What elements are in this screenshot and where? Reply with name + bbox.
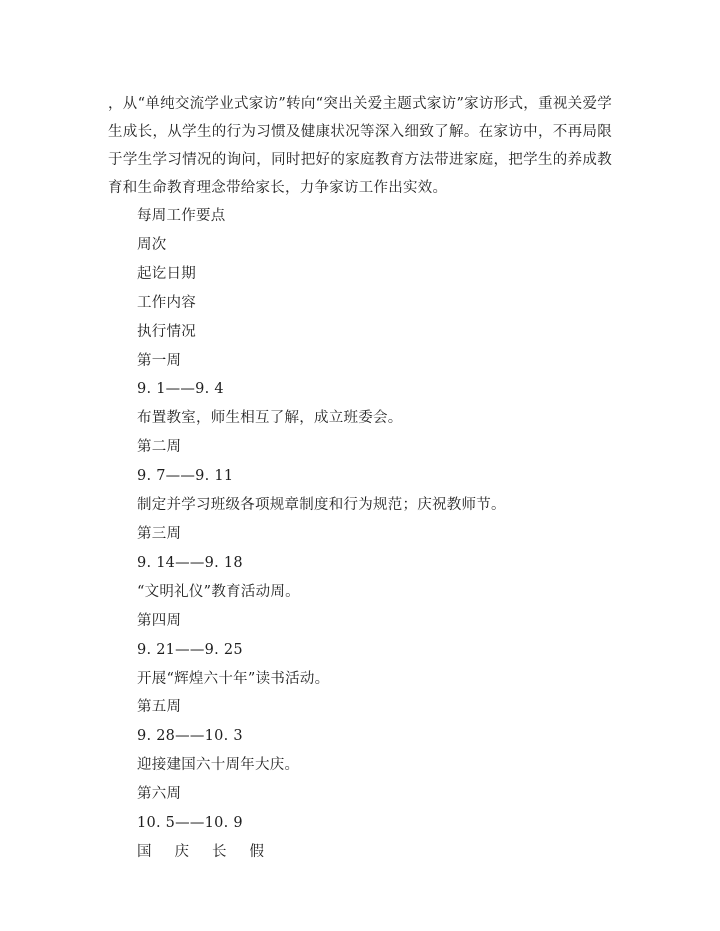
- week-1-content: 布置教室，师生相互了解，成立班委会。: [137, 410, 403, 427]
- header-status: 执行情况: [137, 323, 196, 340]
- header-week: 周次: [137, 236, 167, 253]
- week-1-label: 第一周: [137, 352, 182, 369]
- week-2-content: 制定并学习班级各项规章制度和行为规范；庆祝教师节。: [137, 497, 506, 514]
- week-3-dates: 9. 14——9. 18: [137, 554, 243, 571]
- week-4-content: 开展“辉煌六十年”读书活动。: [137, 670, 330, 687]
- intro-paragraph: ，从“单纯交流学业式家访”转向“突出关爱主题式家访”家访形式，重视关爱学生成长，从学生的行为习惯及健康状况等深入细致了解。在家访中，不再局限于学生学习情况的询问，同时把好的家庭教育方法带进家庭，把学生的养成教育和生命教育理念带给家长，力争家访工作出实效。: [108, 96, 612, 196]
- section-title: 每周工作要点: [137, 208, 226, 224]
- week-2-label: 第二周: [137, 439, 182, 456]
- week-1-dates: 9. 1——9. 4: [137, 381, 224, 398]
- week-5-content: 迎接建国六十周年大庆。: [137, 757, 300, 774]
- header-dates: 起讫日期: [137, 265, 196, 282]
- week-4-label: 第四周: [137, 612, 182, 629]
- week-3-content: “文明礼仪”教育活动周。: [137, 583, 300, 600]
- week-6-content: 国庆长假: [137, 843, 287, 860]
- week-2-dates: 9. 7——9. 11: [137, 468, 234, 485]
- week-5-dates: 9. 28——10. 3: [137, 728, 243, 745]
- week-6-dates: 10. 5——10. 9: [137, 815, 243, 832]
- week-6-label: 第六周: [137, 786, 182, 803]
- week-5-label: 第五周: [137, 699, 182, 716]
- header-content: 工作内容: [137, 294, 196, 311]
- week-3-label: 第三周: [137, 525, 182, 542]
- week-4-dates: 9. 21——9. 25: [137, 641, 243, 658]
